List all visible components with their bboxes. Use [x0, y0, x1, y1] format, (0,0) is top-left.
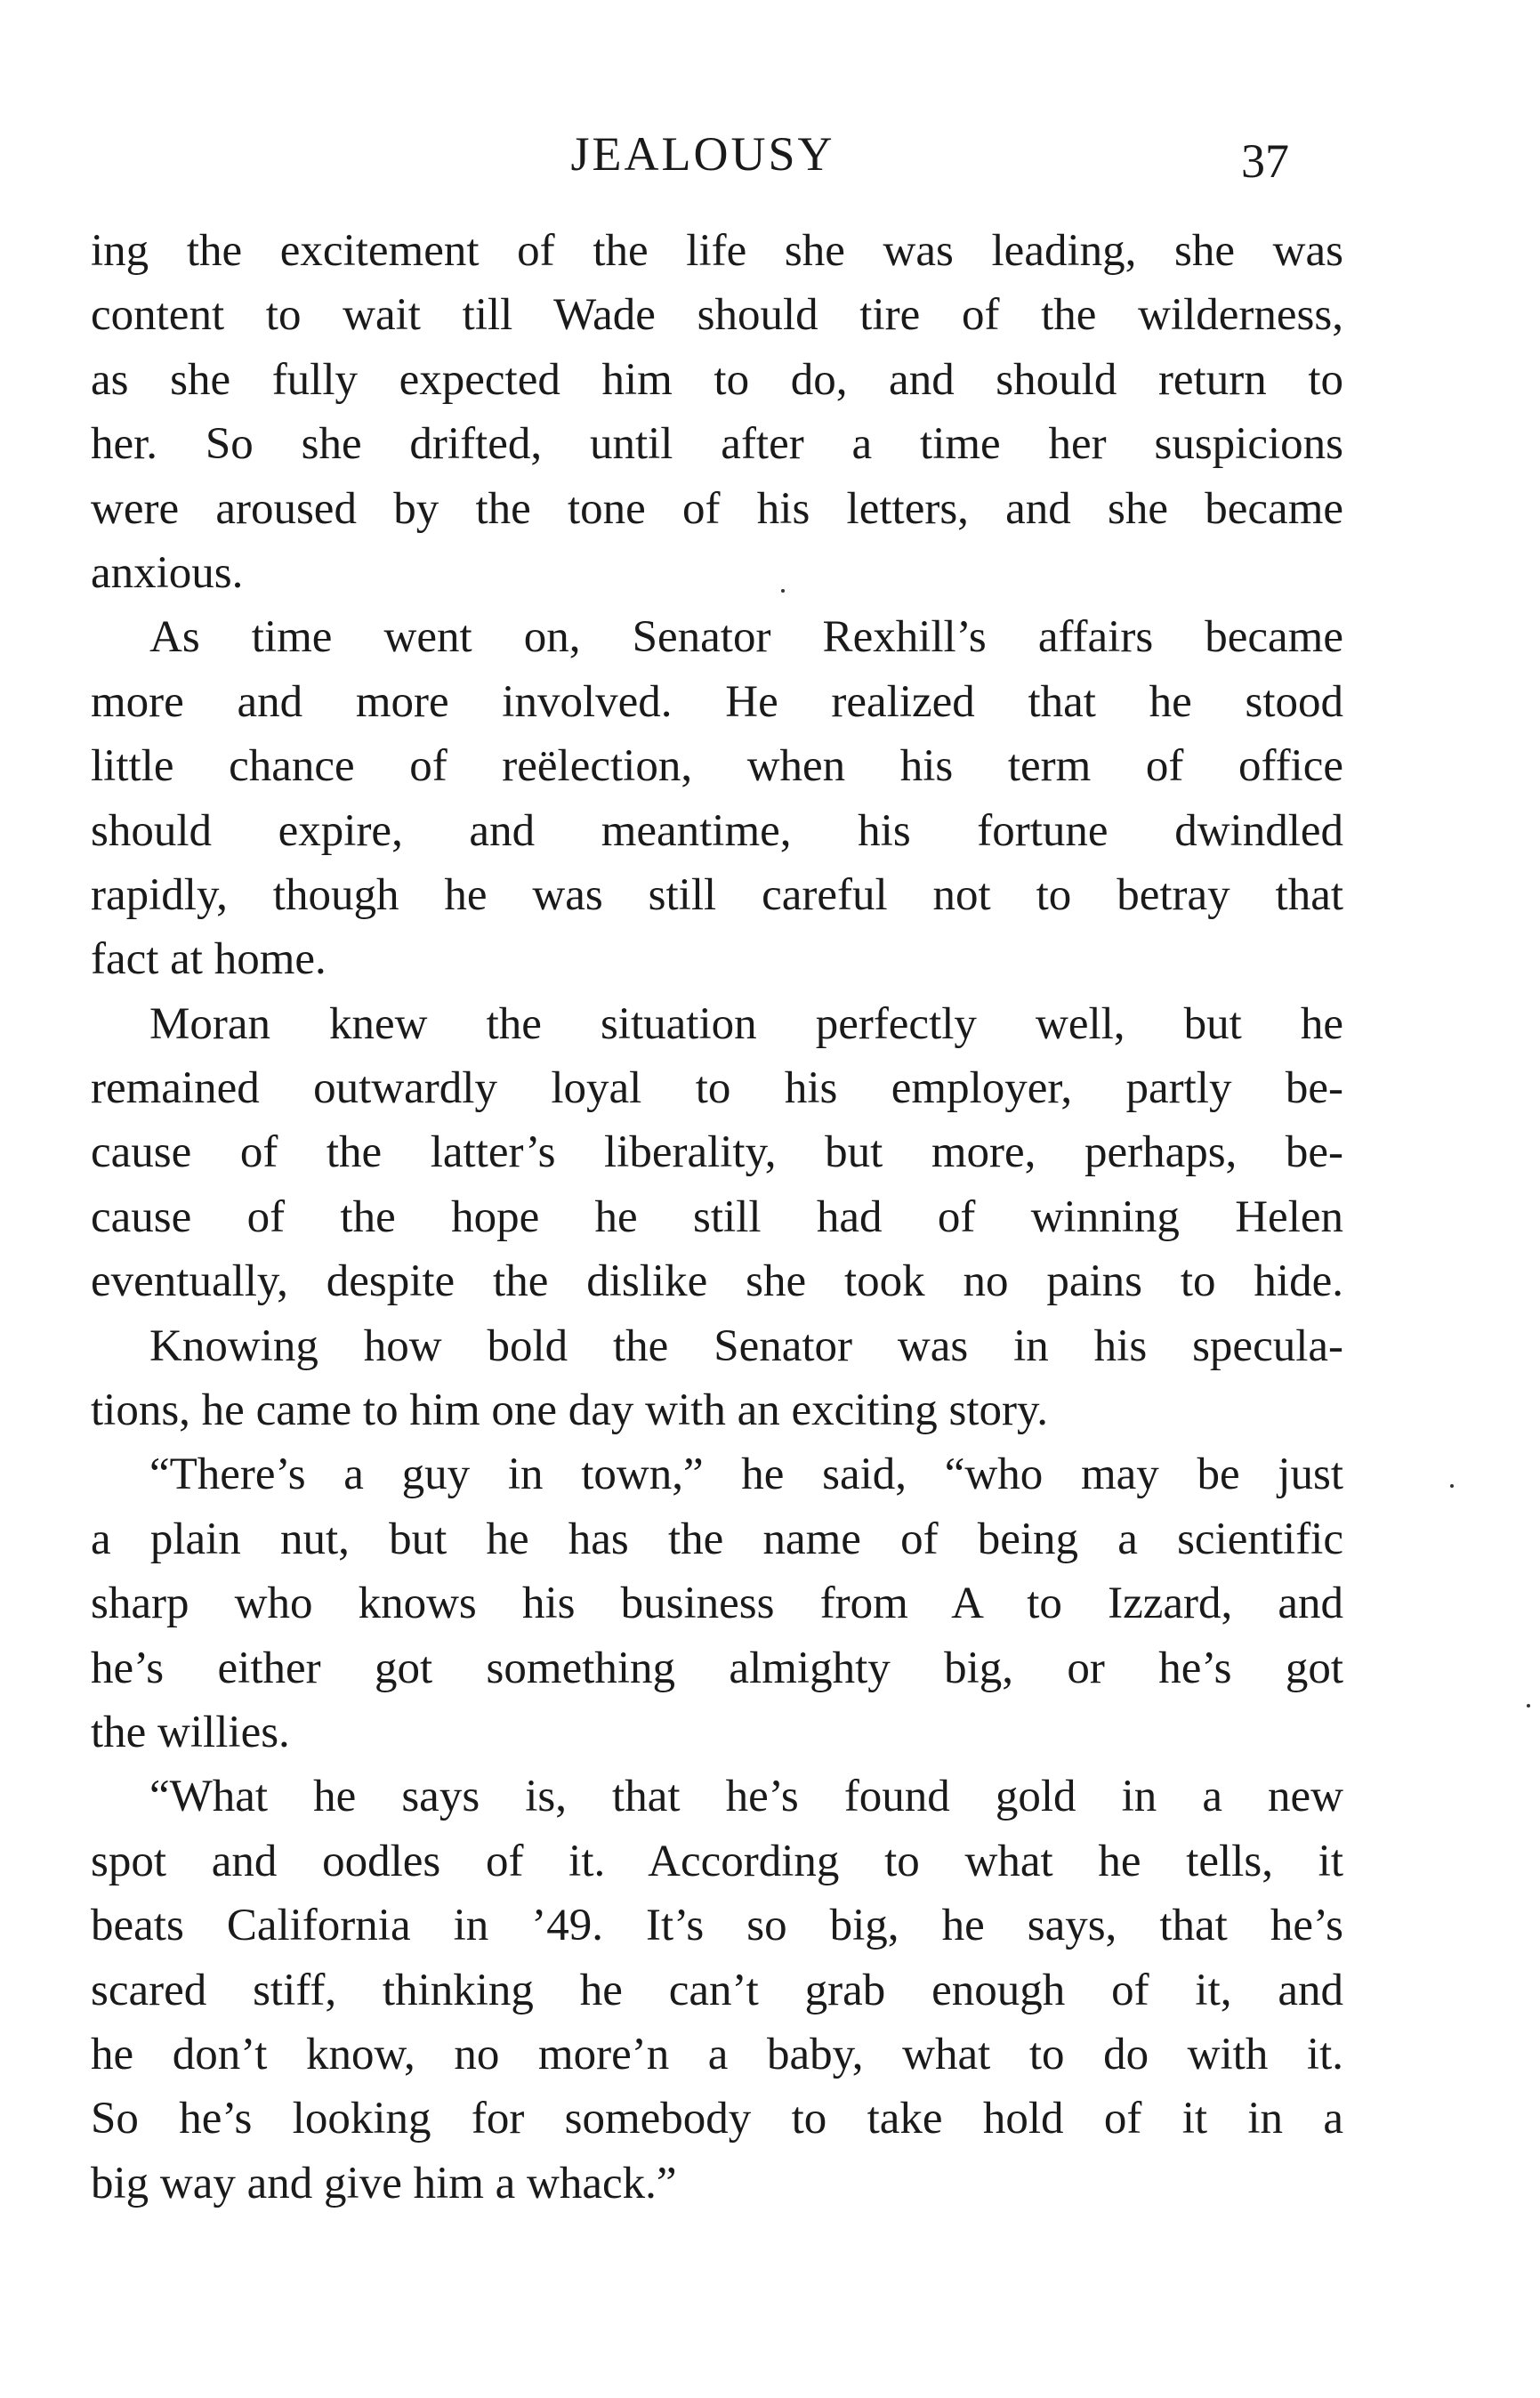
text-line: tions, he came to him one day with an exciting story. [91, 1385, 1048, 1436]
paragraph-first-line: “What he says is, that he’s found gold in a new [149, 1772, 1343, 1822]
print-speck [781, 589, 785, 593]
text-line: So he’s looking for somebody to take hold of it in a [91, 2094, 1343, 2144]
text-line: a plain nut, but he has the name of being a scientific [91, 1514, 1343, 1564]
text-line: cause of the hope he still had of winning Helen [91, 1191, 1343, 1242]
text-line: scared stiff, thinking he can’t grab enough of it, and [91, 1965, 1343, 2015]
text-line: content to wait till Wade should tire of the wilderness, [91, 290, 1343, 341]
text-line: were aroused by the tone of his letters, and she became [91, 483, 1343, 534]
text-line: he don’t know, no more’n a baby, what to do with it. [91, 2029, 1343, 2079]
text-line: fact at home. [91, 934, 327, 985]
text-line: remained outwardly loyal to his employer, partly be- [91, 1063, 1343, 1114]
text-line: eventually, despite the dislike she took no pains to hide. [91, 1256, 1343, 1307]
text-line: little chance of reëlection, when his term of office [91, 741, 1343, 792]
text-line: should expire, and meantime, his fortune dwindled [91, 805, 1343, 856]
text-line: big way and give him a whack.” [91, 2158, 677, 2208]
text-line: sharp who knows his business from A to Izzard, and [91, 1578, 1343, 1629]
text-line: he’s either got something almighty big, or he’s got [91, 1643, 1343, 1693]
text-line: as she fully expected him to do, and should return to [91, 354, 1343, 405]
body-text [91, 219, 1343, 2216]
text-line: rapidly, though he was still careful not to betray that [91, 869, 1343, 920]
running-title: JEALOUSY [570, 127, 835, 181]
text-line: spot and oodles of it. According to what he tells, it [91, 1836, 1343, 1886]
running-head [0, 126, 1540, 189]
text-line: beats California in ’49. It’s so big, he says, that he’s [91, 1901, 1343, 1951]
text-line: more and more involved. He realized that he stood [91, 676, 1343, 727]
text-line: ing the excitement of the life she was leading, she was [91, 226, 1343, 276]
page-number: 37 [1241, 134, 1289, 188]
paragraph-first-line: “There’s a guy in town,” he said, “who may be just [149, 1449, 1343, 1500]
text-line: cause of the latter’s liberality, but more, perhaps, be- [91, 1127, 1343, 1178]
paragraph-first-line: Knowing how bold the Senator was in his specula- [149, 1320, 1343, 1371]
print-speck [1527, 1704, 1530, 1708]
text-line: anxious. [91, 547, 244, 598]
paragraph-first-line: As time went on, Senator Rexhill’s affairs became [149, 612, 1343, 663]
text-line: the willies. [91, 1707, 290, 1757]
text-line: her. So she drifted, until after a time her suspicions [91, 419, 1343, 470]
paragraph-first-line: Moran knew the situation perfectly well, but he [149, 998, 1343, 1049]
print-speck [1450, 1484, 1454, 1488]
